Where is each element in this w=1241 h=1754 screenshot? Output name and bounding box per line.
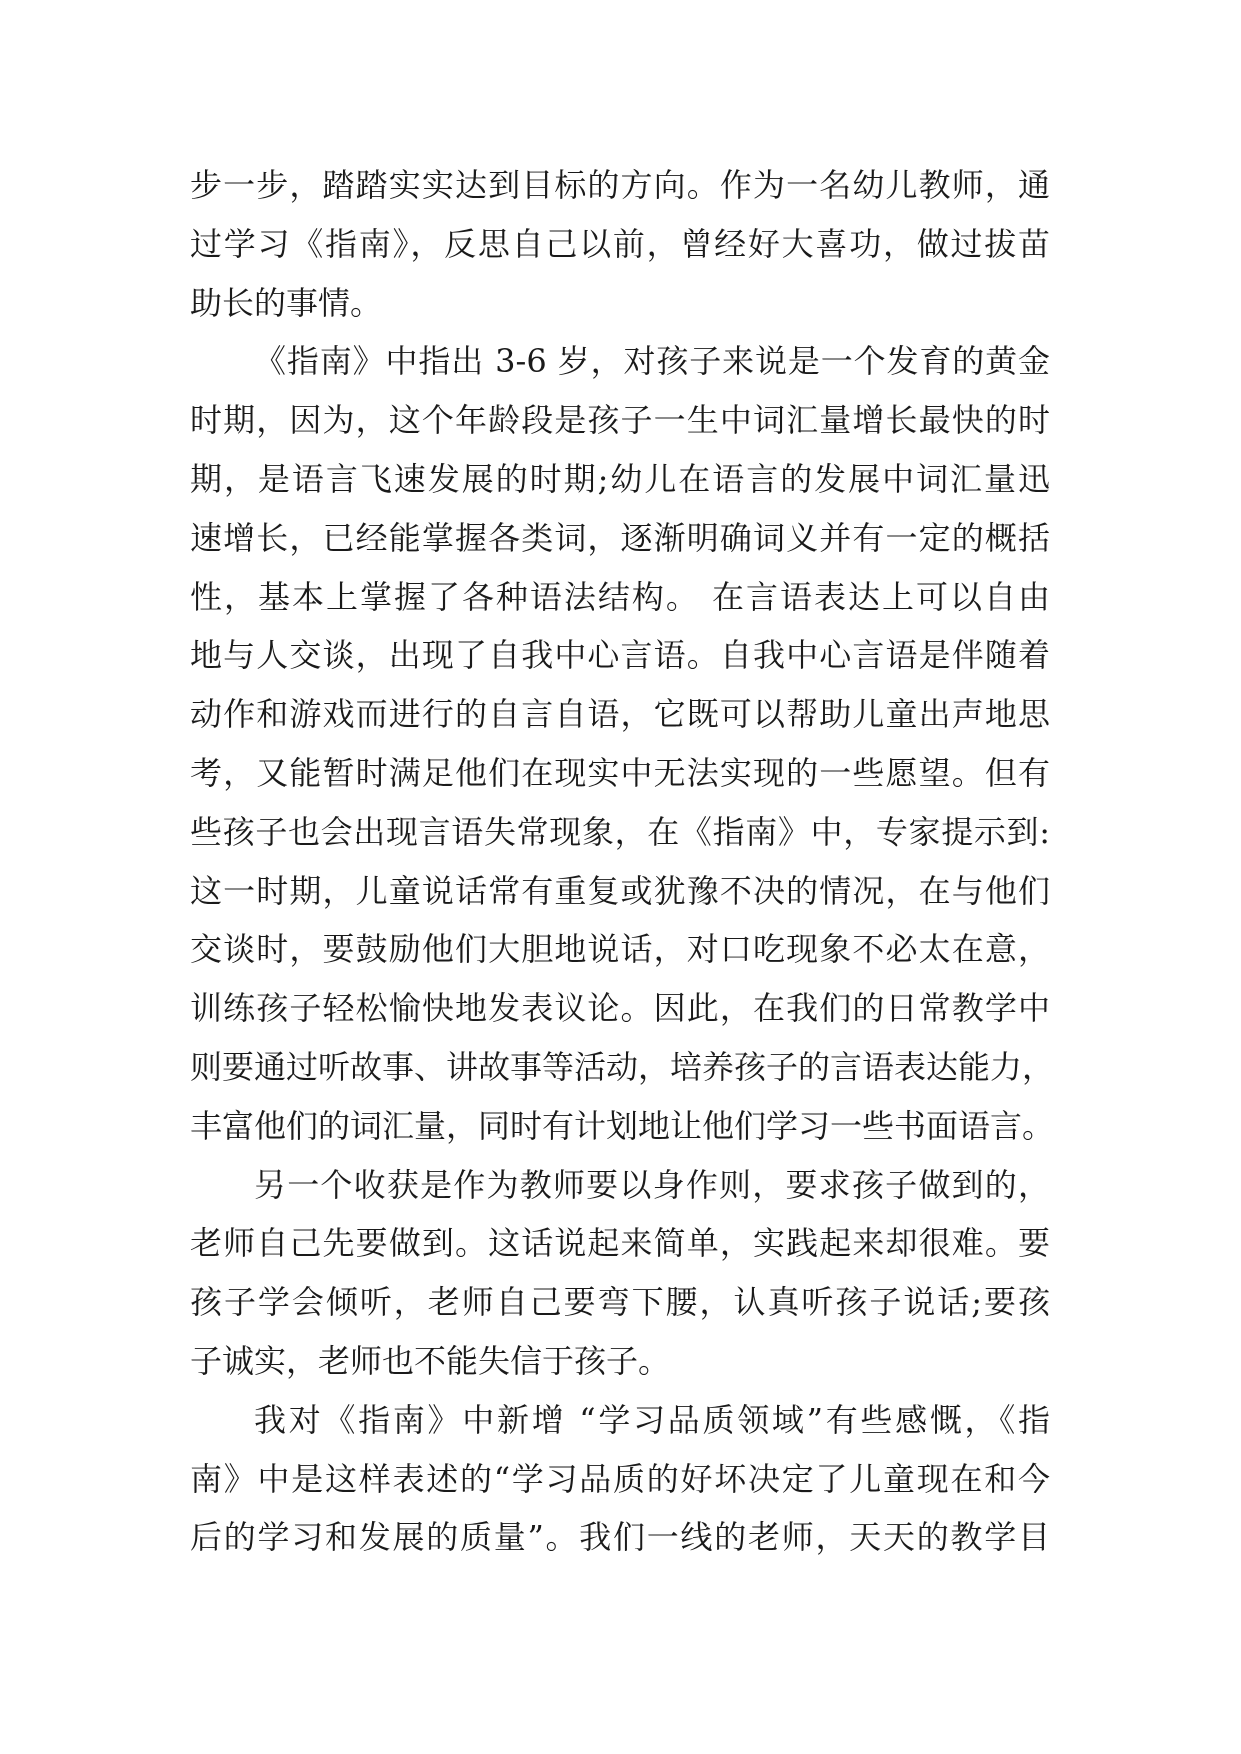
text-line: 时期，因为，这个年龄段是孩子一生中词汇量增长最快的时 bbox=[190, 401, 1050, 440]
body-text bbox=[190, 156, 1055, 1567]
text-line: 我对《指南》中新增 “学习品质领域”有些感慨，《指 bbox=[254, 1400, 1050, 1439]
text-line: 老师自己先要做到。这话说起来简单，实践起来却很难。要 bbox=[190, 1224, 1050, 1263]
text-line: 些孩子也会出现言语失常现象，在《指南》中，专家提示到: bbox=[190, 812, 1050, 851]
text-line: 子诚实，老师也不能失信于孩子。 bbox=[190, 1341, 671, 1380]
text-line: 交谈时，要鼓励他们大胆地说话，对口吃现象不必太在意， bbox=[190, 930, 1050, 969]
text-line: 《指南》中指出 3-6 岁，对孩子来说是一个发育的黄金 bbox=[254, 342, 1050, 381]
text-line: 速增长，已经能掌握各类词，逐渐明确词义并有一定的概括 bbox=[190, 518, 1050, 557]
text-line: 后的学习和发展的质量”。我们一线的老师，天天的教学目 bbox=[190, 1518, 1050, 1557]
text-line: 考，又能暂时满足他们在现实中无法实现的一些愿望。但有 bbox=[190, 753, 1050, 792]
text-line: 地与人交谈，出现了自我中心言语。自我中心言语是伴随着 bbox=[190, 636, 1050, 675]
text-line: 步一步，踏踏实实达到目标的方向。作为一名幼儿教师，通 bbox=[190, 166, 1050, 204]
text-line: 丰富他们的词汇量，同时有计划地让他们学习一些书面语言。 bbox=[190, 1106, 1055, 1145]
text-line: 则要通过听故事、讲故事等活动，培养孩子的言语表达能力， bbox=[190, 1047, 1055, 1086]
text-line: 另一个收获是作为教师要以身作则，要求孩子做到的， bbox=[254, 1165, 1050, 1204]
text-line: 这一时期，儿童说话常有重复或犹豫不决的情况，在与他们 bbox=[190, 871, 1050, 910]
text-line: 南》中是这样表述的“学习品质的好坏决定了儿童现在和今 bbox=[190, 1459, 1050, 1498]
text-line: 动作和游戏而进行的自言自语，它既可以帮助儿童出声地思 bbox=[190, 695, 1050, 734]
text-line: 孩子学会倾听，老师自己要弯下腰，认真听孩子说话;要孩 bbox=[190, 1283, 1050, 1322]
text-line: 训练孩子轻松愉快地发表议论。因此，在我们的日常教学中 bbox=[190, 989, 1050, 1028]
text-line: 性，基本上掌握了各种语法结构。 在言语表达上可以自由 bbox=[190, 577, 1050, 616]
text-line: 过学习《指南》，反思自己以前，曾经好大喜功，做过拔苗 bbox=[190, 224, 1050, 263]
text-line: 助长的事情。 bbox=[190, 283, 383, 322]
text-line: 期，是语言飞速发展的时期;幼儿在语言的发展中词汇量迅 bbox=[190, 459, 1050, 498]
